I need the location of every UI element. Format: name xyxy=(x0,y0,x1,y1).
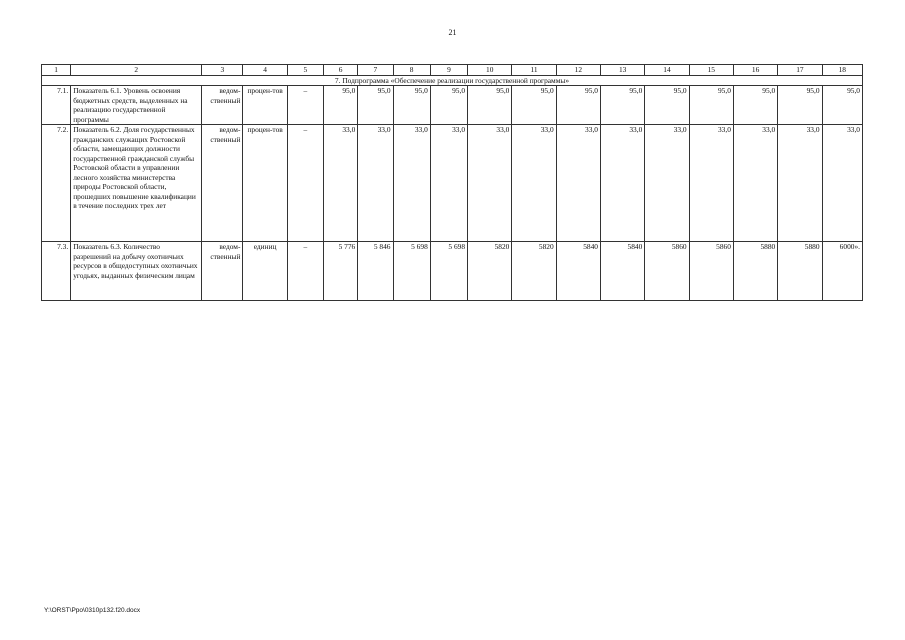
table-row xyxy=(42,125,863,242)
indicators-table xyxy=(41,64,863,301)
value-cell: 33,0 xyxy=(324,125,358,242)
value-cell: 33,0 xyxy=(430,125,467,242)
value-cell: 33,0 xyxy=(512,125,556,242)
header-cell: 17 xyxy=(778,65,822,76)
value-cell: 33,0 xyxy=(822,125,862,242)
value-cell: 5 698 xyxy=(393,242,430,301)
indicator-name: Показатель 6.3. Количество разрешений на добычу охотничьих ресурсов в общедоступных охотничьих угодьях, выданных физическим лицам xyxy=(71,242,202,301)
value-cell: 95,0 xyxy=(600,86,644,125)
value-cell: 5 776 xyxy=(324,242,358,301)
header-cell: 4 xyxy=(243,65,287,76)
value-cell: 5880 xyxy=(778,242,822,301)
header-cell: 6 xyxy=(324,65,358,76)
base-value: – xyxy=(287,242,323,301)
header-cell: 12 xyxy=(556,65,600,76)
header-cell: 9 xyxy=(430,65,467,76)
header-cell: 18 xyxy=(822,65,862,76)
value-cell: 95,0 xyxy=(778,86,822,125)
column-number-row xyxy=(42,65,863,76)
indicator-name: Показатель 6.1. Уровень освоения бюджетных средств, выделенных на реализацию государственной программы xyxy=(71,86,202,125)
value-cell: 95,0 xyxy=(556,86,600,125)
value-cell: 95,0 xyxy=(324,86,358,125)
base-value: – xyxy=(287,125,323,242)
unit: процен-тов xyxy=(243,125,287,242)
unit: процен-тов xyxy=(243,86,287,125)
value-cell: 95,0 xyxy=(468,86,512,125)
value-cell: 95,0 xyxy=(822,86,862,125)
value-cell: 33,0 xyxy=(689,125,733,242)
table-row xyxy=(42,242,863,301)
value-cell: 5860 xyxy=(689,242,733,301)
section-row xyxy=(42,75,863,86)
indicator-name: Показатель 6.2. Доля государственных гражданских служащих Ростовской области, замещающих должности государственной гражданской службы Ростовской области в управлении лесного хозяйства министерства природы Ростовской области, прошедших повышение квалификации в течение последних трех лет xyxy=(71,125,202,242)
value-cell: 6000». xyxy=(822,242,862,301)
header-cell: 2 xyxy=(71,65,202,76)
row-number: 7.2. xyxy=(42,125,71,242)
unit: единиц xyxy=(243,242,287,301)
header-cell: 14 xyxy=(645,65,689,76)
value-cell: 5820 xyxy=(512,242,556,301)
value-cell: 5880 xyxy=(733,242,777,301)
table-row xyxy=(42,86,863,125)
value-cell: 95,0 xyxy=(733,86,777,125)
header-cell: 15 xyxy=(689,65,733,76)
header-cell: 7 xyxy=(358,65,393,76)
value-cell: 5820 xyxy=(468,242,512,301)
header-cell: 8 xyxy=(393,65,430,76)
value-cell: 95,0 xyxy=(645,86,689,125)
page-number: 21 xyxy=(448,28,457,37)
header-cell: 11 xyxy=(512,65,556,76)
indicator-type: ведом-ственный xyxy=(202,242,243,301)
value-cell: 5840 xyxy=(600,242,644,301)
value-cell: 5 846 xyxy=(358,242,393,301)
value-cell: 95,0 xyxy=(512,86,556,125)
value-cell: 33,0 xyxy=(468,125,512,242)
row-number: 7.3. xyxy=(42,242,71,301)
header-cell: 5 xyxy=(287,65,323,76)
section-title: 7. Подпрограмма «Обеспечение реализации государственной программы» xyxy=(42,75,863,86)
indicator-type: ведом-ственный xyxy=(202,86,243,125)
header-cell: 13 xyxy=(600,65,644,76)
value-cell: 5 698 xyxy=(430,242,467,301)
value-cell: 95,0 xyxy=(358,86,393,125)
value-cell: 95,0 xyxy=(393,86,430,125)
value-cell: 33,0 xyxy=(600,125,644,242)
value-cell: 33,0 xyxy=(778,125,822,242)
value-cell: 33,0 xyxy=(556,125,600,242)
value-cell: 95,0 xyxy=(430,86,467,125)
value-cell: 33,0 xyxy=(358,125,393,242)
value-cell: 5840 xyxy=(556,242,600,301)
base-value: – xyxy=(287,86,323,125)
value-cell: 33,0 xyxy=(393,125,430,242)
header-cell: 1 xyxy=(42,65,71,76)
document-path-footer: Y:\ORST\Ppo\0310p132.f20.docx xyxy=(44,607,141,614)
header-cell: 3 xyxy=(202,65,243,76)
value-cell: 95,0 xyxy=(689,86,733,125)
row-number: 7.1. xyxy=(42,86,71,125)
header-cell: 16 xyxy=(733,65,777,76)
indicator-type: ведом-ственный xyxy=(202,125,243,242)
header-cell: 10 xyxy=(468,65,512,76)
value-cell: 33,0 xyxy=(733,125,777,242)
value-cell: 5860 xyxy=(645,242,689,301)
value-cell: 33,0 xyxy=(645,125,689,242)
